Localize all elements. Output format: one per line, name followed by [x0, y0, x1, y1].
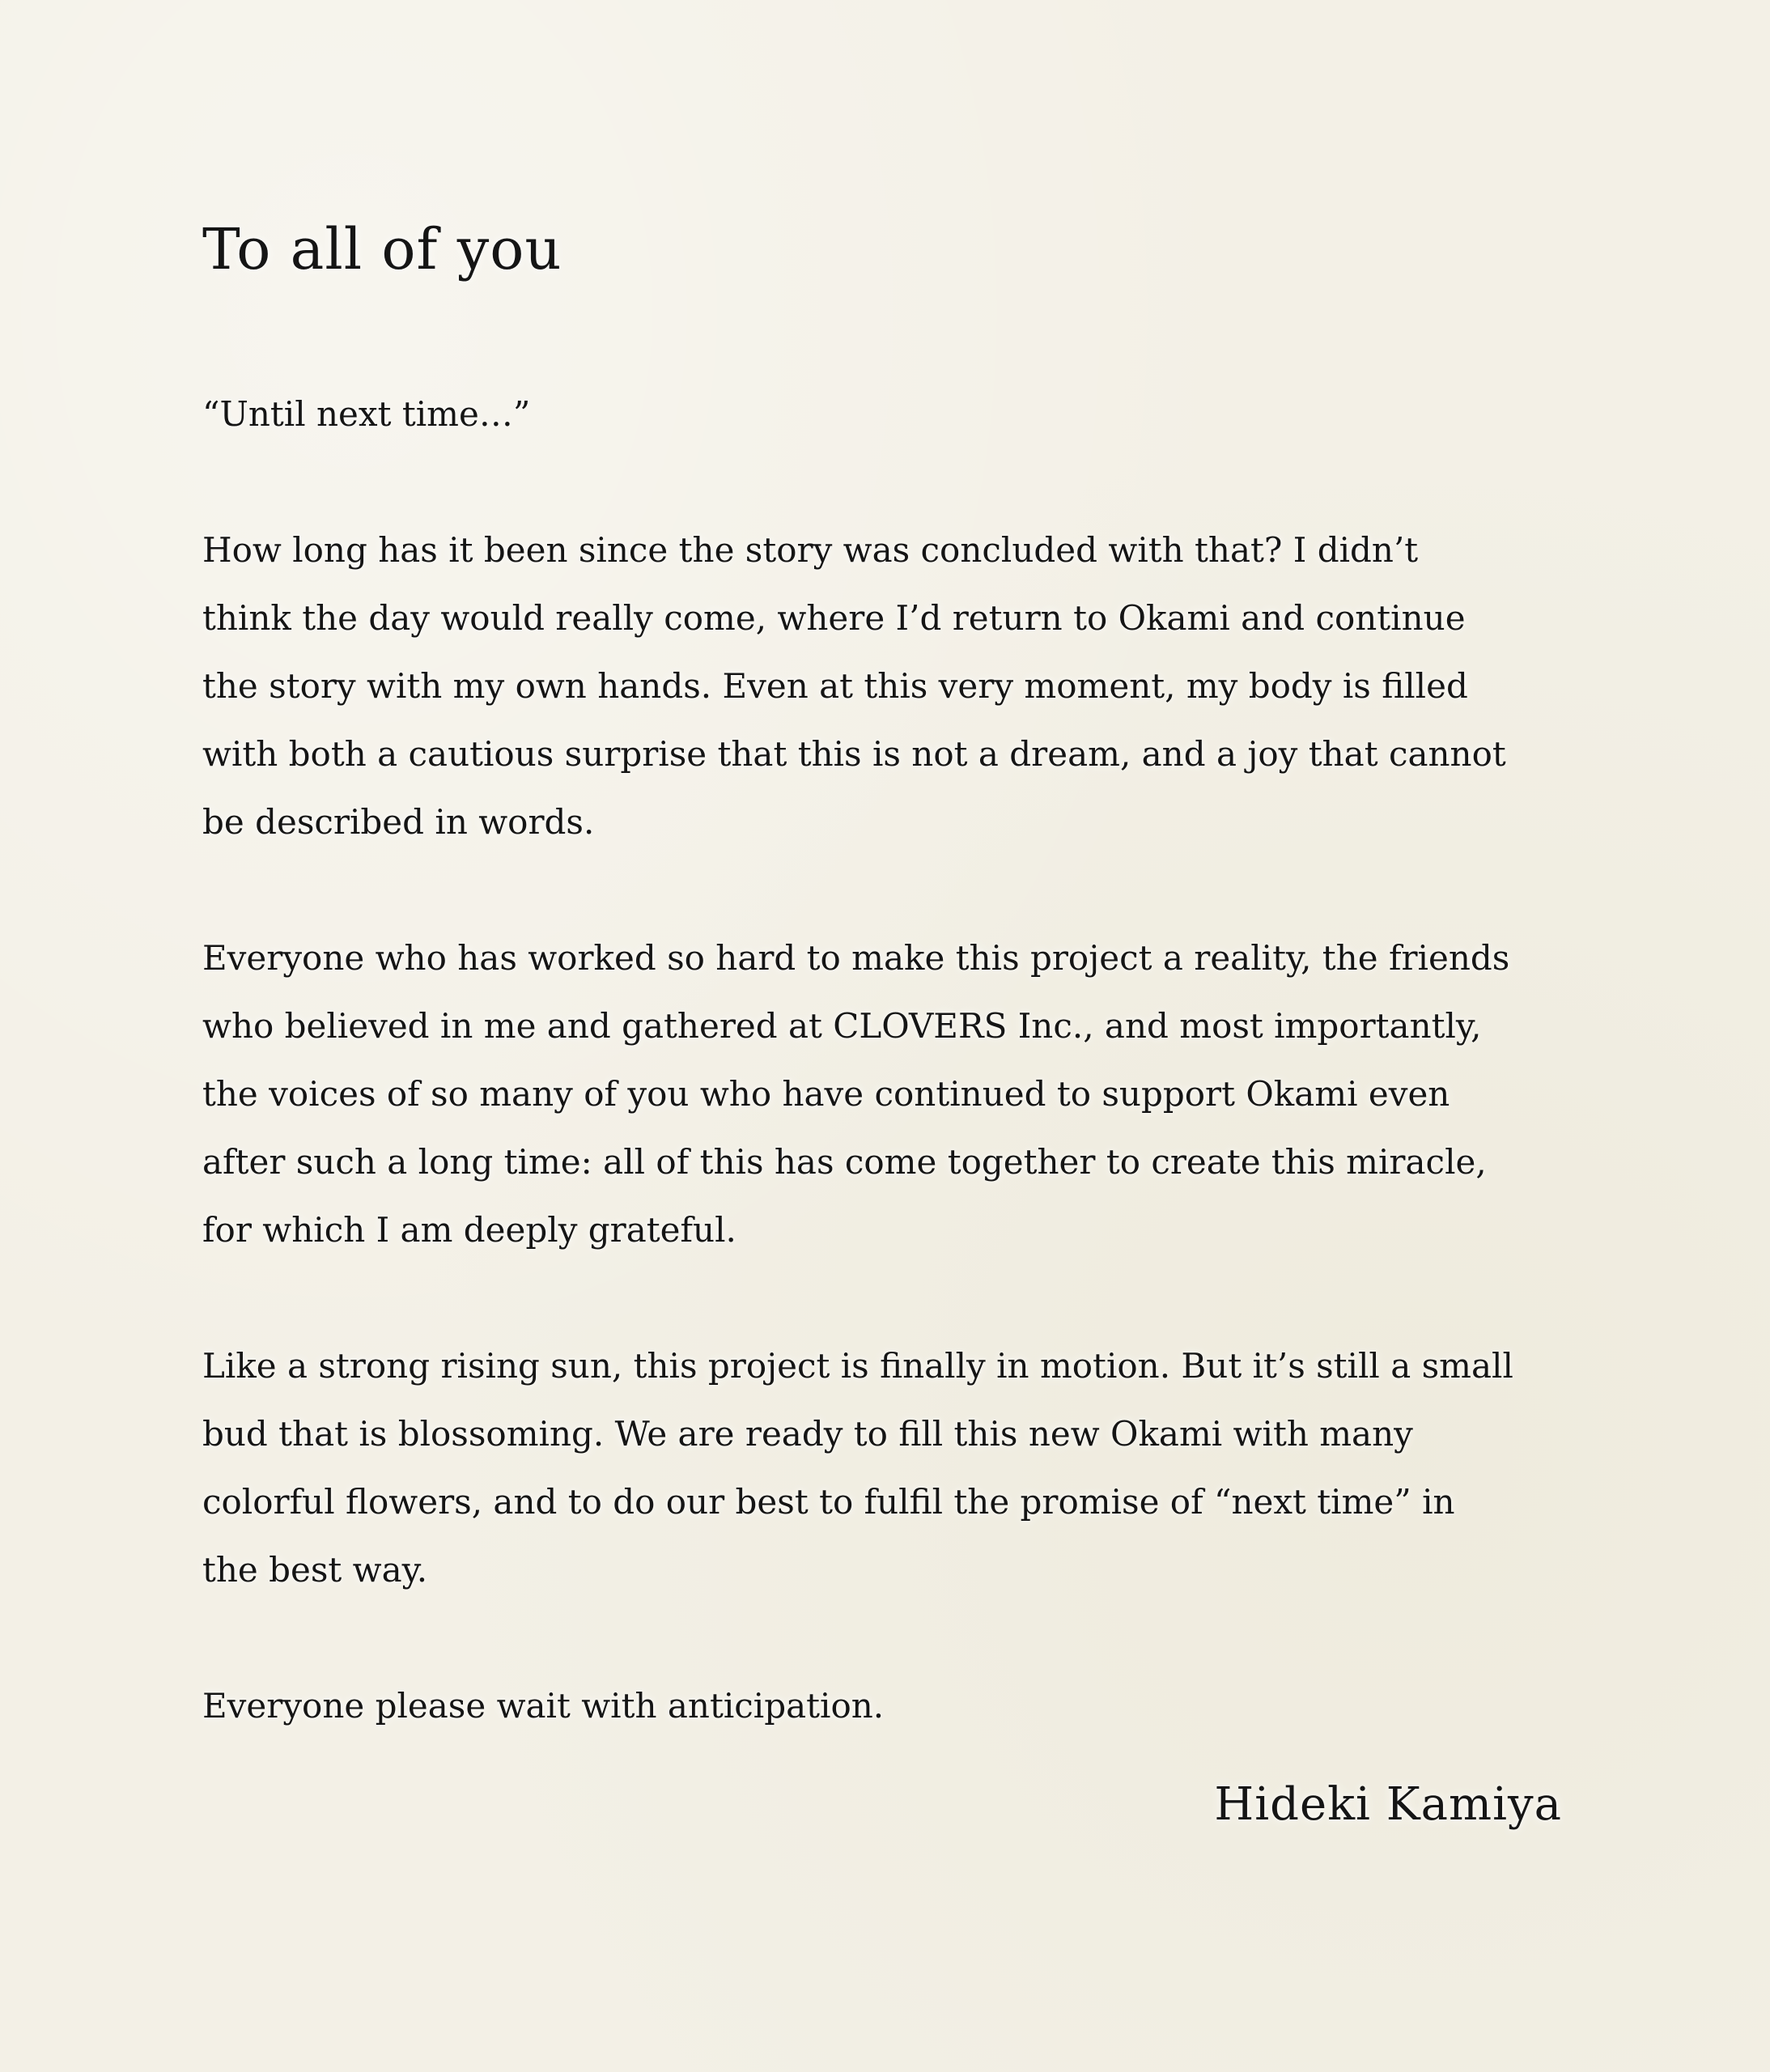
- letter-signature: Hideki Kamiya: [1214, 1778, 1562, 1831]
- letter-title: To all of you: [202, 216, 562, 282]
- paragraph-line: after such a long time: all of this has come together to create this miracle,: [202, 1142, 1487, 1182]
- paragraph-3: [202, 1332, 1562, 1604]
- paragraph-line: the best way.: [202, 1550, 428, 1590]
- paragraph-line: who believed in me and gathered at CLOVERS Inc., and most importantly,: [202, 1006, 1482, 1046]
- paragraph-line: How long has it been since the story was concluded with that? I didn’t: [202, 530, 1419, 570]
- paragraph-line: the voices of so many of you who have continued to support Okami even: [202, 1074, 1450, 1114]
- letter: [202, 210, 1562, 1837]
- paragraph-line: for which I am deeply grateful.: [202, 1210, 736, 1250]
- paragraph-line: bud that is blossoming. We are ready to fill this new Okami with many: [202, 1414, 1413, 1454]
- paragraph-line: be described in words.: [202, 802, 595, 842]
- paragraph-line: Everyone who has worked so hard to make this project a reality, the friends: [202, 938, 1510, 978]
- letter-greeting: “Until next time…”: [202, 394, 531, 434]
- paragraph-line: colorful flowers, and to do our best to fulfil the promise of “next time” in: [202, 1482, 1455, 1522]
- paragraph-line: Like a strong rising sun, this project is finally in motion. But it’s still a small: [202, 1346, 1513, 1386]
- letter-closing: Everyone please wait with anticipation.: [202, 1686, 885, 1726]
- paragraph-1: [202, 516, 1562, 856]
- paragraph-line: the story with my own hands. Even at this very moment, my body is filled: [202, 666, 1468, 706]
- paragraph-line: think the day would really come, where I’d return to Okami and continue: [202, 598, 1466, 638]
- paragraph-2: [202, 924, 1562, 1264]
- paragraph-line: with both a cautious surprise that this is not a dream, and a joy that cannot: [202, 734, 1506, 774]
